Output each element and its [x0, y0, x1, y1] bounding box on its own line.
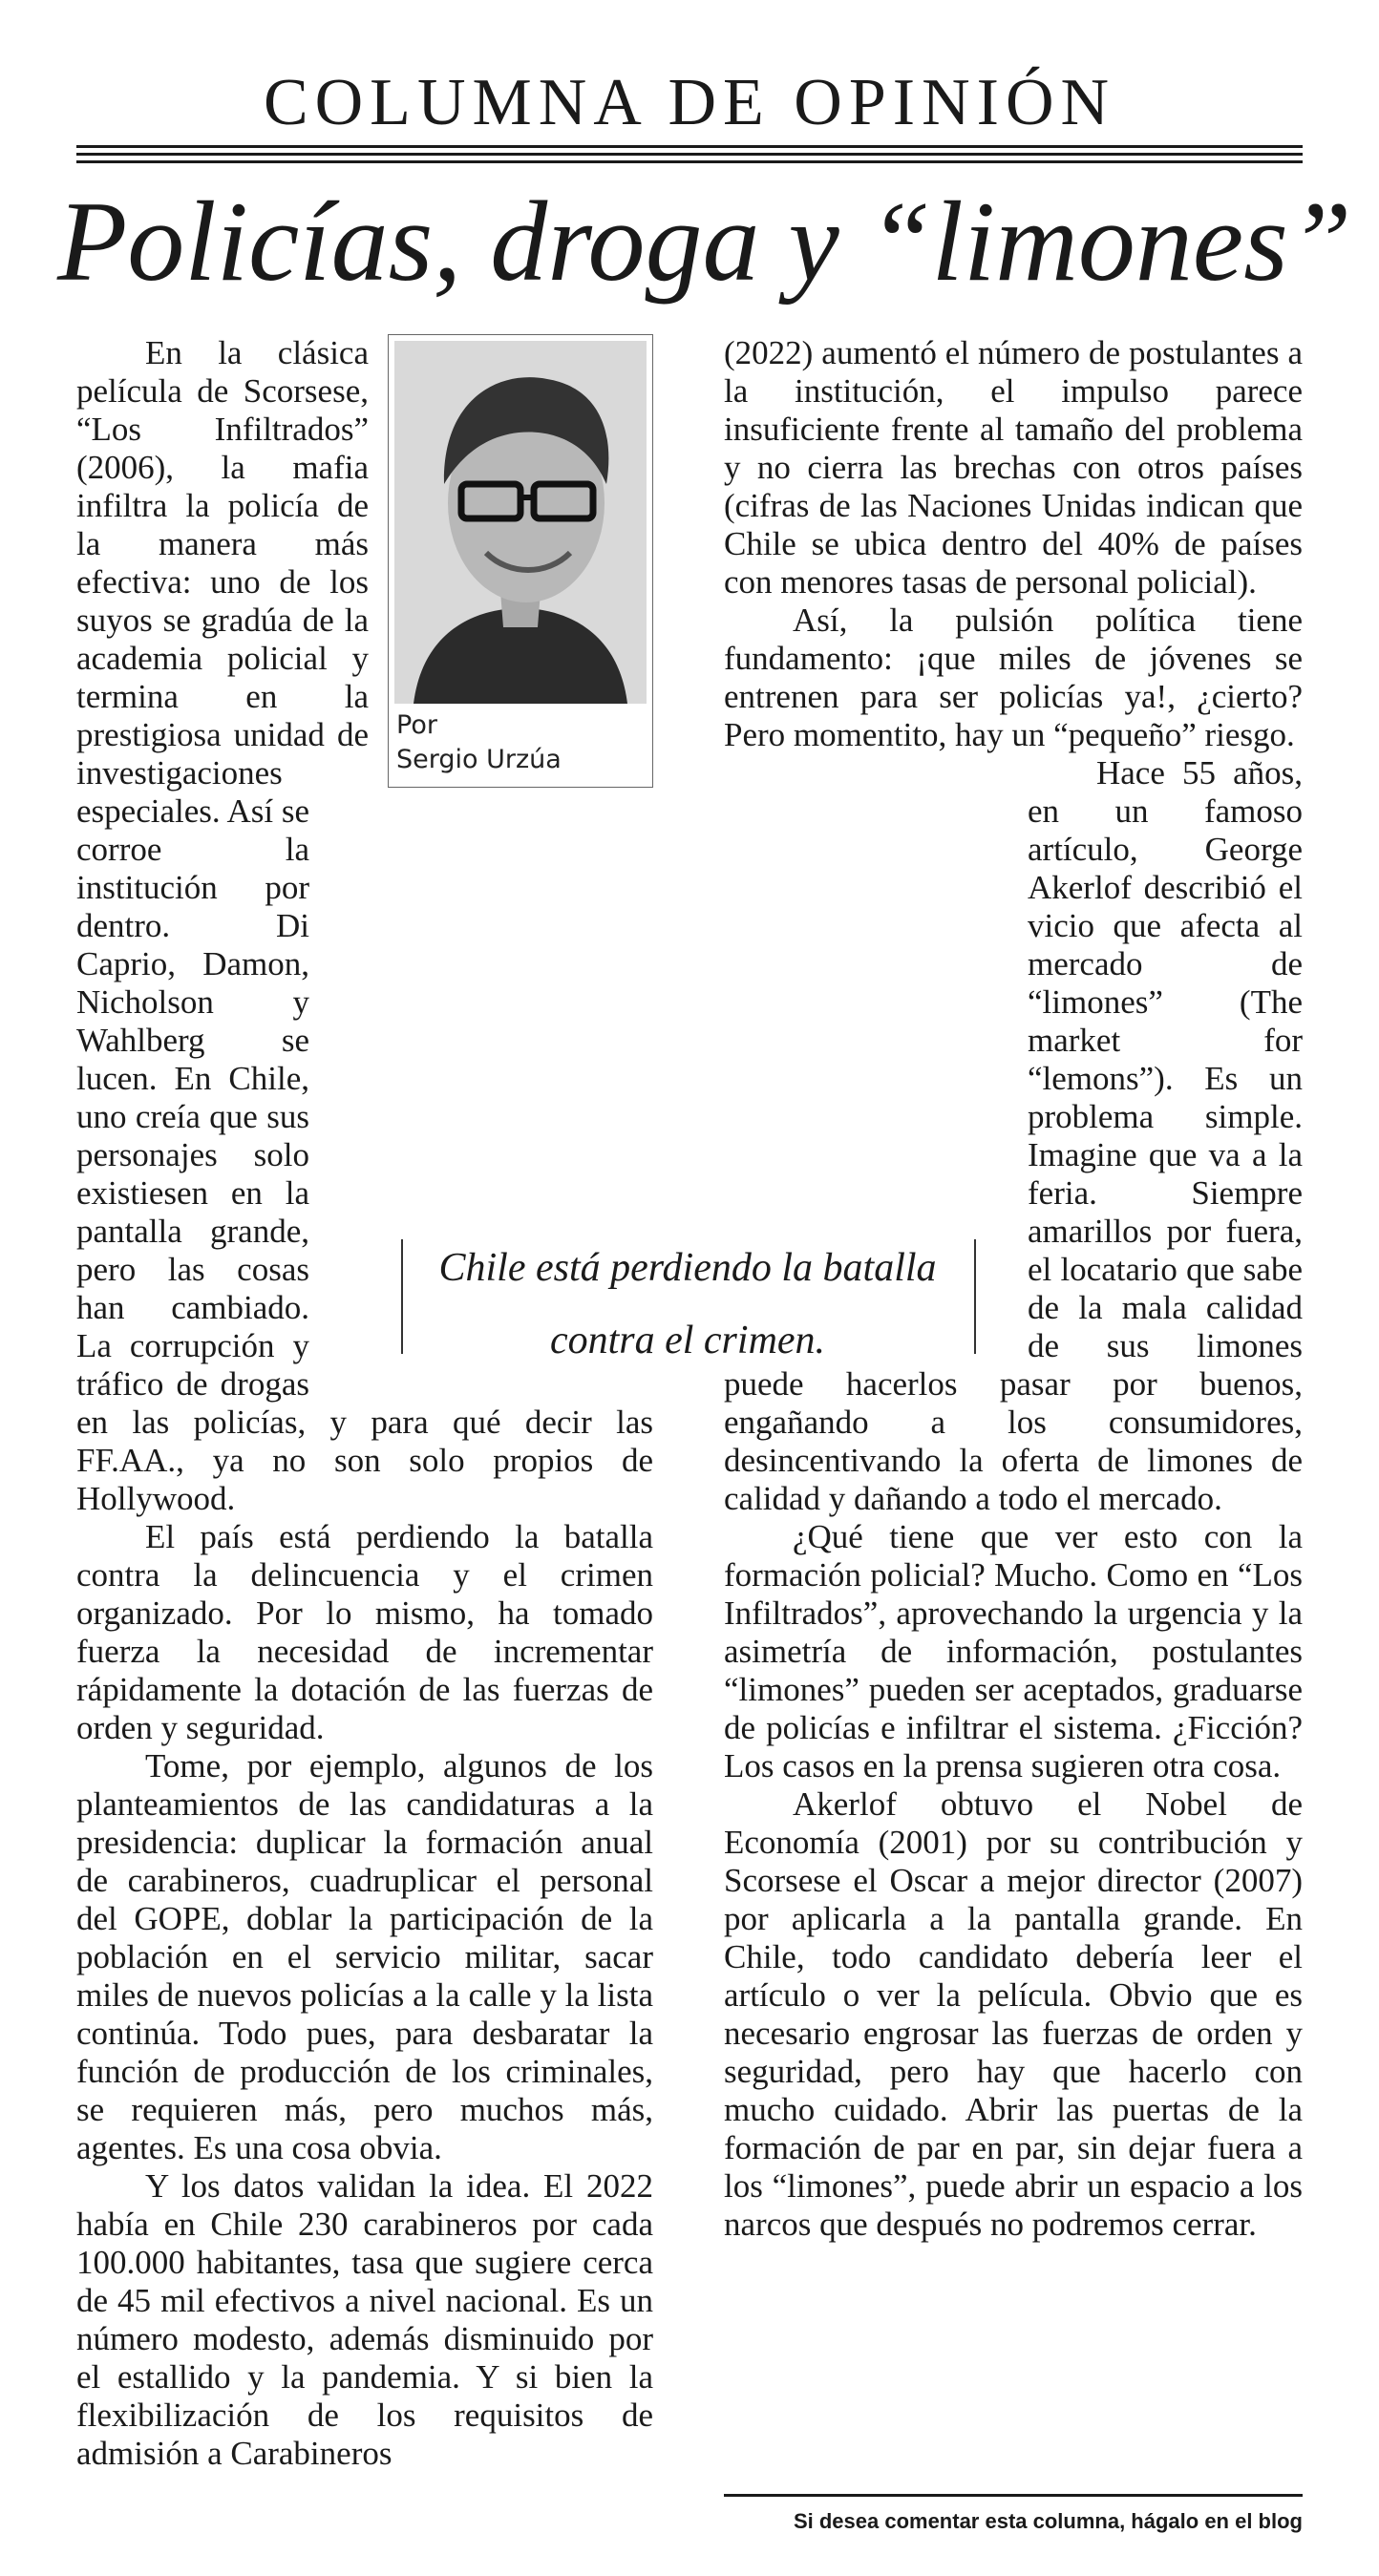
author-box — [388, 334, 653, 788]
pull-quote-bar — [974, 1239, 976, 1354]
left-column — [76, 334, 653, 2473]
headline: Policías, droga y “limones” — [57, 178, 1352, 305]
left-paragraph-2: El país está perdiendo la batalla contra la delincuencia y el crimen organizado. Por lo mismo, ha tomado fuerza la necesidad de incrementar rápidamente la dotación de las fuerzas de orden y seguridad. — [76, 1518, 653, 1746]
header-rule — [76, 153, 1303, 156]
right-paragraph-5: Akerlof obtuvo el Nobel de Economía (2001) por su contribución y Scorsese el Oscar a mejor director (2007) por aplicarla a la pantalla grande. En Chile, todo candidato debería leer el artículo o ver la película. Obvio que es necesario engrosar las fuerzas de orden y seguridad, pero hay que hacerlo con mucho cuidado. Abrir las puertas de la formación de par en par, sin dejar fuera a los “limones”, puede abrir un espacio a los narcos que después no podremos cerrar. — [724, 1785, 1303, 2243]
right-paragraph-2: Así, la pulsión política tiene fundamento: ¡que miles de jóvenes se entrenen para ser policías ya!, ¿cierto? Pero momentito, hay un “pequeño” riesgo. — [724, 602, 1303, 753]
author-photo — [394, 341, 647, 704]
right-paragraph-3: Hace 55 años, en un famoso artículo, George Akerlof describió el vicio que afecta al mercado de “limones” (The market for “lemons”). Es un problema simple. Imagine que va a la feria. Siempre amarillos por fuera, el locatario que sabe de la mala calidad de sus limones puede hacerlos pasar por buenos, engañando a los consumidores, desincentivando la oferta de limones de calidad y dañando a todo el mercado. — [724, 754, 1303, 1517]
right-paragraph-1: (2022) aumentó el número de postulantes a la institución, el impulso parece insuficiente frente al tamaño del problema y no cierra las brechas con otros países (cifras de las Naciones Unidas indican que Chile se ubica dentro del 40% de países con menores tasas de personal policial). — [724, 334, 1303, 601]
left-paragraph-4: Y los datos validan la idea. El 2022 había en Chile 230 carabineros por cada 100.000 habitantes, tasa que sugiere cerca de 45 mil efectivos a nivel nacional. Es un número modesto, además disminuido por el estallido y la pandemia. Y si bien la flexibilización de los requisitos de admisión a Carabineros — [76, 2167, 653, 2472]
author-portrait-icon — [394, 341, 647, 704]
header-rule — [76, 160, 1303, 163]
author-name: Sergio Urzúa — [396, 745, 562, 774]
footer-rule — [724, 2494, 1303, 2497]
pull-quote: Chile está perdiendo la batalla contra el crimen. — [438, 1246, 937, 1362]
right-paragraph-4: ¿Qué tiene que ver esto con la formación policial? Mucho. Como en “Los Infiltrados”, aprovechando la urgencia y la asimetría de información, postulantes “limones” pueden ser aceptados, graduarse de policías e infiltrar el sistema. ¿Ficción? Los casos en la prensa sugieren otra cosa. — [724, 1518, 1303, 1784]
left-paragraph-1: En la clásica película de Scorsese, “Los Infiltrados” (2006), la mafia infiltra la policía de la manera más efectiva: uno de los suyos se gradúa de la academia policial y termina en la prestigiosa unidad de investigaciones especiales. Así se corroe la institución por dentro. Di Caprio, Damon, Nicholson y Wahlberg se lucen. En Chile, uno creía que sus personajes solo existiesen en la pantalla grande, pero las cosas han cambiado. La corrupción y tráfico de drogas en las policías, y para qué decir las FF.AA., ya no son solo propios de Hollywood. — [76, 334, 653, 1517]
author-by-label: Por — [396, 710, 437, 740]
section-title: COLUMNA DE OPINIÓN — [263, 66, 1116, 139]
left-paragraph-3: Tome, por ejemplo, algunos de los planteamientos de las candidaturas a la presidencia: duplicar la formación anual de carabineros, cuadruplicar el personal del GOPE, doblar la participación de la población en el servicio militar, sacar miles de nuevos policías a la calle y la lista continúa. Todo pues, para desbaratar la función de producción de los criminales, se requieren más, pero muchos más, agentes. Es una cosa obvia. — [76, 1747, 653, 2166]
header-rule — [76, 145, 1303, 148]
footer-note: Si desea comentar esta columna, hágalo en el blog — [793, 2509, 1303, 2533]
